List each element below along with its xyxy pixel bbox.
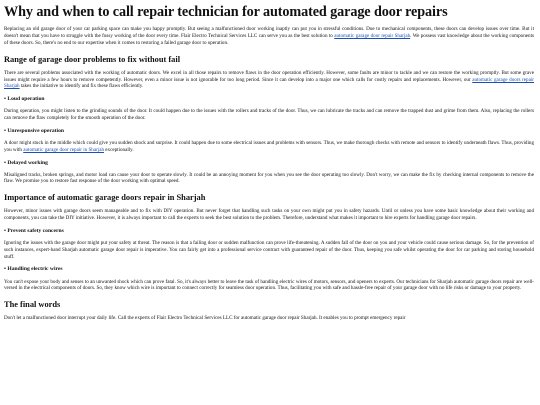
unresponsive-operation-heading: • Unresponsive operation — [4, 127, 64, 134]
delayed-working-paragraph: Misaligned tracks, broken springs, and motor load can cause your door to operate slowly. It could be an annoying moment for you when you see the door operating too slowly. Don't worry, we can make the fix by checking internal components to remove the flaw. We promise you to restore fast response of the door working with optimal speed. — [4, 171, 534, 185]
importance-heading: Importance of automatic garage doors repair in Sharjah — [4, 193, 206, 203]
intro-text-before: Replacing an old garage door of your car parking space can make you happy promptly. But seeing a malfunctioned door working inaptly can put you in stressful conditions. Due to mechanical components, these doors can develop issues over time. But it doesn't mean that you have to struggle with the fussy working of the door every time. Flair Electro Technical Services LLC can serve you as the best solution to — [4, 26, 534, 40]
range-text-after: takes the initiative to identify and fix these flaws efficiently. — [19, 83, 144, 90]
unresponsive-text-after: exceptionally. — [104, 146, 134, 153]
intro-link[interactable]: automatic garage door repair Sharjah — [334, 33, 411, 40]
range-link[interactable]: automatic garage doors repair Sharjah — [4, 76, 534, 90]
unresponsive-operation-paragraph — [4, 140, 534, 154]
final-heading: The final words — [4, 300, 61, 310]
range-heading: Range of garage door problems to fix without fail — [4, 54, 181, 64]
final-paragraph: Don't let a malfunctioned door interrupt your daily life. Call the experts of Flair Electro Technical Services LLC for automatic garage door repair Sharjah. It enables you to prompt emergency repair — [4, 315, 406, 322]
importance-paragraph: However, minor issues with garage doors seem manageable and to fix with DIY operation. But never forget that handling such tasks on your own might put you in safety hazards. Until or unless you have some basic knowledge about their working and components, you can take the DIY initiative. However, it is always important to call the experts to seek the best solution to the problem. Therefore, understand what makes it important to hire experts for handling garage door repairs. — [4, 208, 534, 222]
loud-operation-paragraph: During operation, you might listen to the grinding sounds of the door. It could happen due to the issues with the rollers and tracks of the door. Thus, we can lubricate the tracks and can remove the trapped dust and grime from them. Also, replacing the rollers can remove the flaw completely for the smooth operation of the door. — [4, 108, 534, 122]
intro-paragraph — [4, 26, 534, 46]
loud-operation-heading: • Loud operation — [4, 96, 45, 103]
wires-heading: • Handling electric wires — [4, 266, 63, 273]
safety-paragraph: Ignoring the issues with the garage door might put your safety at threat. The reason is that a failing door or sudden malfunction can prove life-threatening. A sudden fall of the door on you and your vehicle could cause serious damage. So, for the prevention of such instances, expert-hand Sharjah automatic garage door repair is imperative. You can fairly get into a professional service contract with guaranteed repair of the door. Thus, keeping you safe whilst operating the door for car parking and storing household stuff. — [4, 240, 534, 260]
range-paragraph — [4, 70, 534, 90]
safety-heading: • Prevent safety concerns — [4, 227, 64, 234]
unresponsive-link[interactable]: automatic garage door repair in Sharjah — [23, 146, 105, 153]
page-title: Why and when to call repair technician for automated garage door repairs — [4, 4, 448, 20]
wires-paragraph: You can't expose your body and senses to an unwanted shock which can prove fatal. So, it's always better to leave the task of handling electric wires of motors, sensors, and openers to experts. Our technicians for Sharjah automatic garage doors repair are well-versed in the electrical components of doors. So, they know which wire is important to connect correctly for seamless door operation. Thus, facilitating you with safe and hassle-free repair of your garage door with no life risks or damage to your property. — [4, 278, 534, 292]
range-text-before: There are several problems associated with the working of automatic doors. We excel in all those repairs to remove flaws in the door operation efficiently. However, some faults are minor to tackle and we can restore the working promptly. But some grave issues might require a few hours to remove competently. However, even a minor issue is not ignorable for too long period. Since it can develop into a major one which calls for costly repairs and replacements. However, our — [4, 69, 534, 83]
delayed-working-heading: • Delayed working — [4, 159, 48, 166]
intro-text-after: . We possess vast knowledge about the working components of these doors. So, there's no end to our expertise when it comes to restoring a failed garage door to operation. — [4, 33, 534, 46]
unresponsive-text-before: A door might stuck in the middle which could give you sudden shock and surprise. It could happen due to some electrical issues and problems with sensors. Thus, we make thorough checks with remote and sensors to identify underneath flaws. Thus, providing you with — [4, 139, 534, 153]
